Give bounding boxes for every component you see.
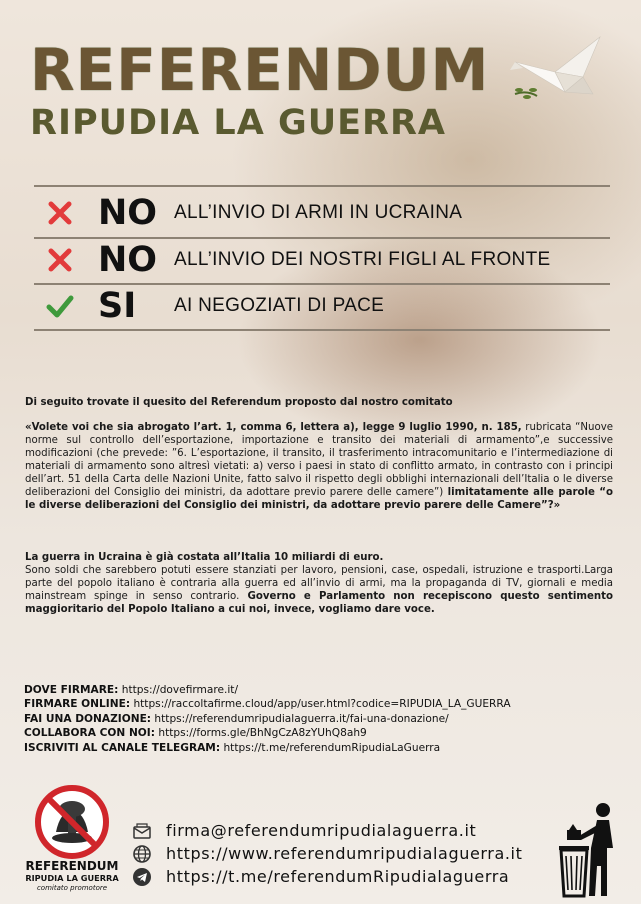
statement-word: NO (98, 193, 158, 233)
statement-no-arms (44, 193, 462, 233)
link-url[interactable]: https://dovefirmare.it/ (121, 684, 239, 696)
page-subtitle: RIPUDIA LA GUERRA (30, 103, 447, 143)
check-icon (44, 290, 76, 322)
logo-line3: comitato promotore (36, 884, 108, 892)
link-url[interactable]: https://forms.gle/BhNgCzA8zYUhQ8ah9 (158, 727, 367, 740)
intro-paragraph (25, 396, 613, 409)
quesito-bold-end: limitatamente alle parole “o le diverse deliberazioni del Consiglio dei ministri, da adottare previo parere delle Camere”?» (25, 487, 613, 511)
email-icon (132, 821, 152, 841)
contact-website[interactable] (132, 842, 522, 865)
statement-text: AI NEGOZIATI DI PACE (174, 295, 385, 316)
contacts (132, 819, 522, 888)
globe-icon (132, 844, 152, 864)
logo-line1: REFERENDUM (25, 859, 119, 873)
intro-text: Di seguito trovate il quesito del Referendum proposto dal nostro comitato (25, 397, 453, 408)
statement-text: ALL’INVIO DI ARMI IN UCRAINA (174, 202, 463, 223)
telegram-icon (132, 867, 152, 887)
statement-no-sons (44, 240, 550, 280)
link-label: COLLABORA CON NOI: (24, 727, 155, 740)
contact-telegram[interactable] (132, 865, 522, 888)
link-label: FAI UNA DONAZIONE: (24, 712, 152, 725)
committee-logo (22, 782, 122, 894)
link-url[interactable]: https://referendumripudialaguerra.it/fai-una-donazione/ (154, 712, 449, 725)
cross-icon (44, 197, 76, 229)
divider (34, 237, 610, 239)
statement-word: NO (98, 240, 158, 280)
cost-bold-end: Governo e Parlamento non recepiscono questo sentimento maggioritario del Popolo Italiano a cui noi, invece, vogliamo dare voce. (25, 591, 614, 615)
contact-text[interactable]: https://www.referendumripudialaguerra.it (166, 844, 523, 863)
statement-yes-peace (44, 286, 384, 326)
links-list (24, 683, 624, 755)
link-row-firmare-online[interactable] (24, 697, 624, 711)
link-label: FIRMARE ONLINE: (24, 698, 131, 711)
link-url[interactable]: https://t.me/referendumRipudiaLaGuerra (223, 741, 441, 754)
cost-text: Sono soldi che sarebbero potuti essere stanziati per lavoro, pensioni, case, ospedali, istruzione e trasporti.Larga parte del popolo italiano è contraria alla guerra ed all’invio di armi, ma la propaganda di TV, giornali e media mainstream spinge in senso contrario. (25, 565, 613, 602)
paper-dove-icon (505, 32, 615, 122)
contact-text[interactable]: https://t.me/referendumRipudialaguerra (166, 867, 510, 886)
link-row-donazione[interactable] (24, 712, 624, 726)
divider (34, 329, 610, 331)
link-url[interactable]: https://raccoltafirme.cloud/app/user.html?codice=RIPUDIA_LA_GUERRA (133, 698, 511, 711)
quesito-paragraph (25, 421, 613, 512)
quesito-bold-start: «Volete voi che sia abrogato l’art. 1, comma 6, lettera a), legge 9 luglio 1990, n. 185, (25, 422, 522, 433)
cross-icon (44, 244, 76, 276)
page-title: REFERENDUM (30, 36, 490, 104)
cost-paragraph (25, 551, 613, 616)
link-label: ISCRIVITI AL CANALE TELEGRAM: (24, 741, 221, 754)
divider (34, 185, 610, 187)
cost-headline: La guerra in Ucraina è già costata all’Italia 10 miliardi di euro. (25, 552, 384, 563)
divider (34, 283, 610, 285)
link-row-dove-firmare[interactable] (24, 683, 624, 697)
statement-text: ALL’INVIO DEI NOSTRI FIGLI AL FRONTE (174, 249, 551, 270)
link-row-telegram[interactable] (24, 741, 624, 755)
link-label: DOVE FIRMARE: (24, 684, 119, 696)
contact-text[interactable]: firma@referendumripudialaguerra.it (166, 821, 477, 840)
logo-line2: RIPUDIA LA GUERRA (25, 873, 119, 883)
trash-bin-icon (557, 800, 623, 898)
contact-email[interactable] (132, 819, 522, 842)
statement-word: SI (98, 286, 137, 326)
quesito-text: rubricata “Nuove norme sul controllo dell’esportazione, importazione e transito dei materiali di armamento”,e successive modificazioni (che prevede: ”6. L’esportazione, il transito, il trasferimento intracomunitario e l’intermediazione di materiali di armamento sono altresì vietati: a) verso i paesi in stato di conflitto armato, in contrasto con i principi dell’art. 51 della Carta delle Nazioni Unite, fatto salvo il rispetto degli obblighi internazionali dell’Italia o le diverse deliberazioni del Consiglio dei ministri, da adottare previo parere delle camere”) (25, 422, 613, 498)
link-row-collabora[interactable] (24, 726, 624, 740)
